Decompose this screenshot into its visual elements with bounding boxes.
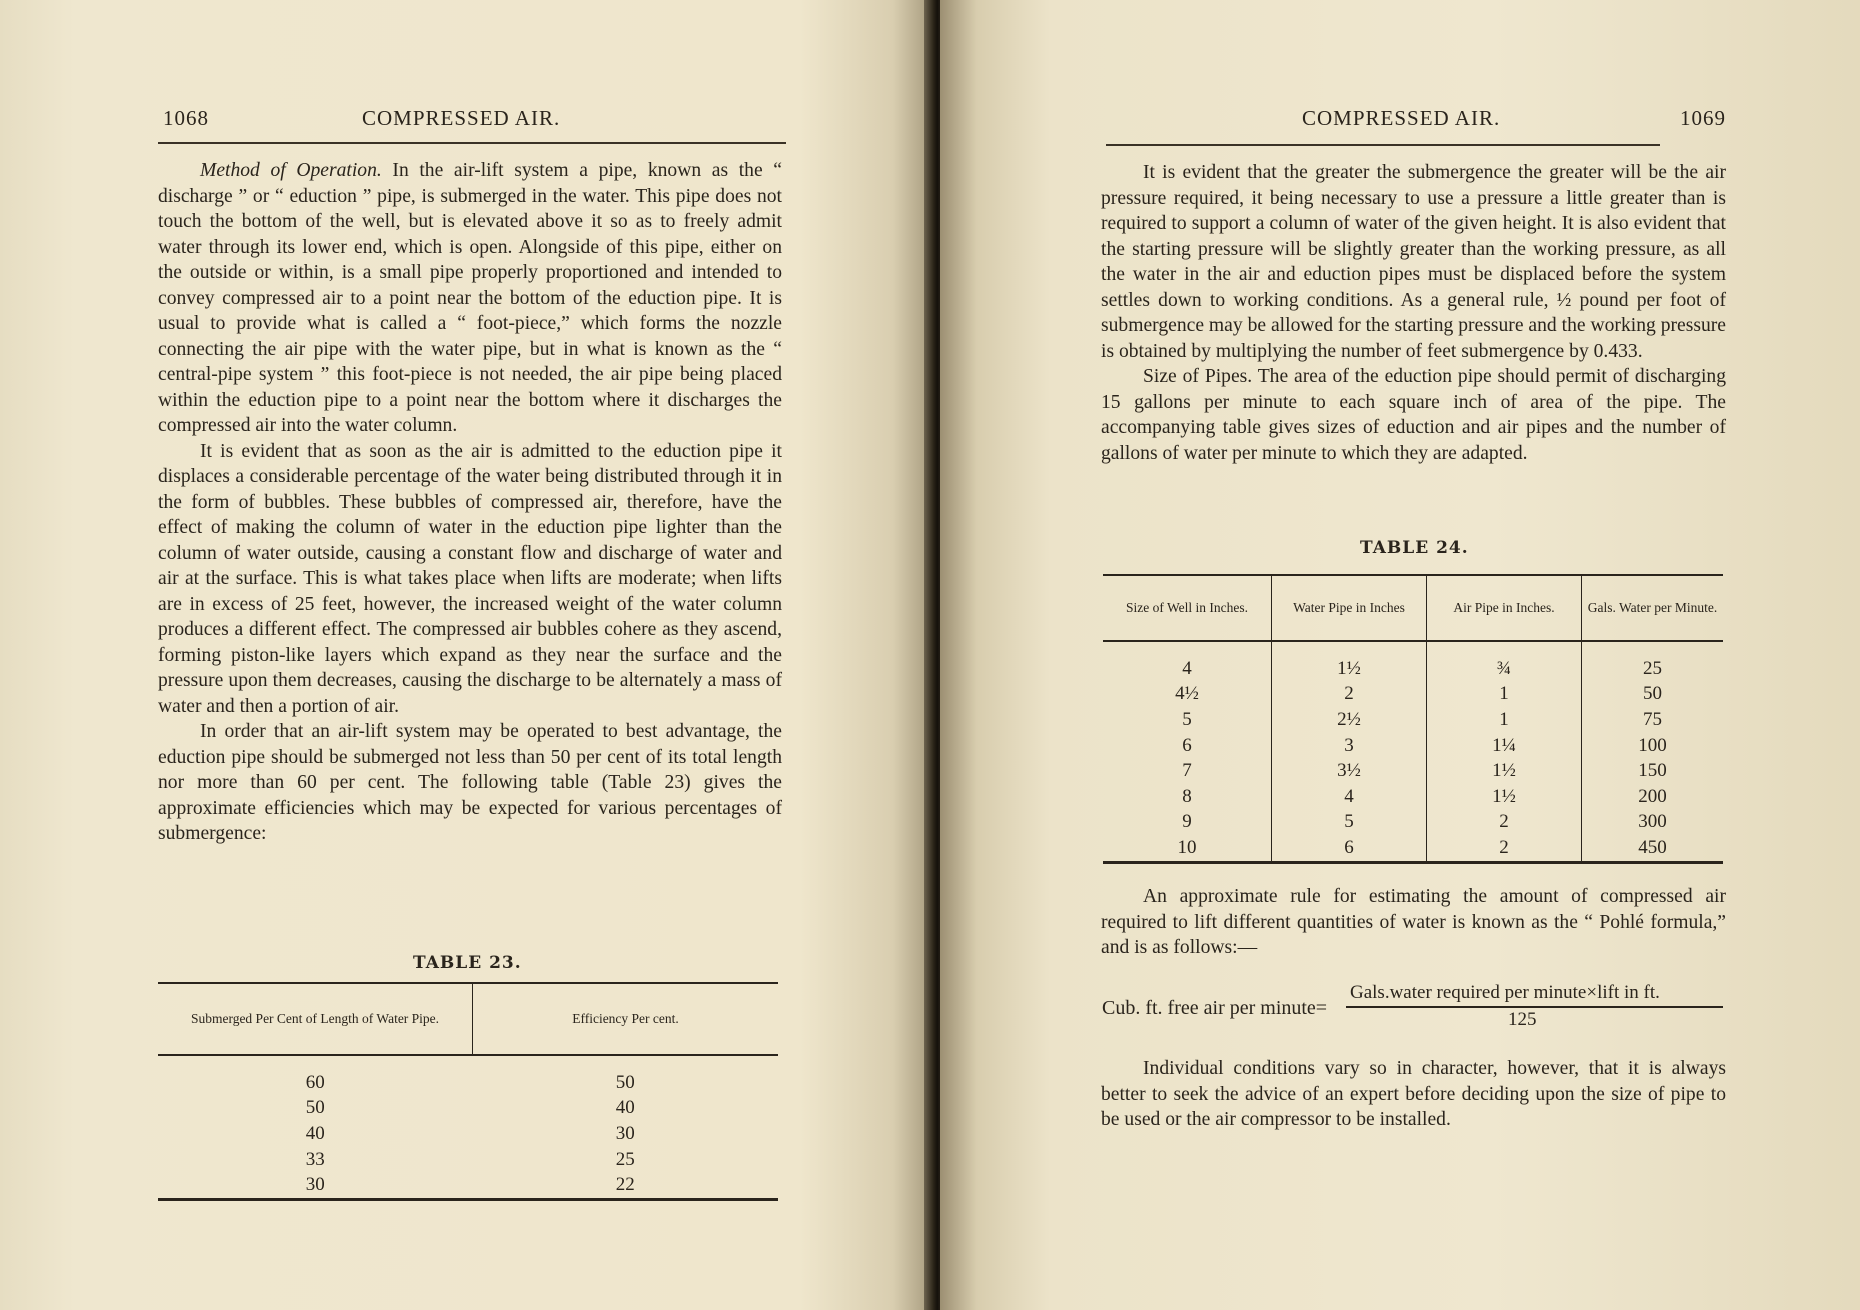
- left-body-text: [158, 158, 782, 847]
- right-body-text: [1101, 160, 1726, 466]
- table-row: [158, 1096, 778, 1122]
- table-cell: 2: [1272, 682, 1427, 708]
- table-cell: 40: [305, 1122, 325, 1144]
- table-row: [1103, 810, 1723, 836]
- table-cell: 33: [305, 1148, 325, 1170]
- table-cell: 7: [1103, 758, 1272, 784]
- table-cell: 5: [1103, 707, 1272, 733]
- table-row: [1103, 641, 1723, 682]
- table-cell: 3: [1272, 733, 1427, 759]
- formula-denominator: 125: [1508, 1009, 1537, 1030]
- table-24: [1103, 574, 1723, 864]
- table-cell: 30: [615, 1122, 635, 1144]
- paragraph-pohle-rule: [1101, 884, 1726, 961]
- table-cell: 8: [1103, 784, 1272, 810]
- running-head: COMPRESSED AIR.: [1302, 106, 1501, 130]
- table-cell: 60: [305, 1071, 325, 1093]
- table-cell: 1½: [1427, 758, 1582, 784]
- table-cell: 25: [1643, 657, 1662, 679]
- page-number: 1069: [1680, 106, 1726, 130]
- table-cell: 200: [1638, 785, 1667, 807]
- table-row: [158, 1172, 778, 1199]
- header-rule: [1106, 144, 1660, 146]
- table-cell: 9: [1103, 810, 1272, 836]
- table-row: [158, 1055, 778, 1096]
- table-23-title: TABLE 23.: [413, 953, 522, 973]
- table-cell: 100: [1638, 734, 1667, 756]
- paragraph-text: An approximate rule for estimating the amount of compressed air required to lift different quantities of water is known as the “ Pohlé formula,” and is as follows:—: [1101, 886, 1726, 958]
- table-cell: 25: [615, 1148, 635, 1170]
- table-row: [1103, 758, 1723, 784]
- table-cell: 50: [615, 1071, 635, 1093]
- table-cell: 450: [1638, 836, 1667, 858]
- paragraph-text: Individual conditions vary so in character, however, that it is always better to seek the advice of an expert before deciding upon the size of pipe to be used or the air compressor to be installed.: [1101, 1058, 1726, 1130]
- table-row: [1103, 835, 1723, 862]
- table-cell: 6: [1103, 733, 1272, 759]
- table-cell: 300: [1638, 811, 1667, 833]
- paragraph-size-of-pipes: Size of Pipes. The area of the eduction pipe should permit of discharging 15 gallons per minute to each square inch of area of the pipe. The accompanying table gives sizes of eduction and air pipes and the number of gallons of water per minute to which they are adapted.: [1101, 366, 1726, 464]
- table-24-title: TABLE 24.: [1360, 538, 1469, 558]
- table-cell: 2: [1427, 810, 1582, 836]
- table-cell: 50: [305, 1097, 325, 1119]
- page-number: 1068: [163, 106, 209, 130]
- table-cell: ¾: [1427, 641, 1582, 682]
- table-cell: 10: [1103, 835, 1272, 862]
- column-header: Gals. Water per Minute.: [1582, 575, 1724, 641]
- header-rule: [158, 142, 786, 144]
- table-cell: 50: [1643, 683, 1662, 705]
- table-cell: 75: [1643, 708, 1662, 730]
- table-cell: 1½: [1427, 784, 1582, 810]
- column-header: Water Pipe in Inches: [1272, 575, 1427, 641]
- table-header-row: [158, 983, 778, 1055]
- paragraph-submergence: In order that an air-lift system may be operated to best advantage, the eduction pipe should be submerged not less than 50 per cent of its total length nor more than 60 per cent. The following table (Table 23) gives the approximate efficiencies which may be expected for various percentages of submergence:: [158, 721, 782, 844]
- table-cell: 2½: [1272, 707, 1427, 733]
- paragraph-lead: Method of Operation.: [200, 160, 382, 181]
- paragraph-closing: [1101, 1056, 1726, 1133]
- column-header: Efficiency Per cent.: [473, 983, 779, 1055]
- table-cell: 1¼: [1427, 733, 1582, 759]
- formula-lhs: Cub. ft. free air per minute=: [1102, 997, 1328, 1019]
- table-header-row: [1103, 575, 1723, 641]
- table-cell: 40: [615, 1097, 635, 1119]
- running-head: COMPRESSED AIR.: [362, 106, 561, 130]
- table-23: [158, 982, 778, 1201]
- table-row: [158, 1147, 778, 1173]
- table-cell: 4: [1103, 641, 1272, 682]
- fraction-bar: [1346, 1006, 1723, 1008]
- pohle-formula: [1102, 982, 1728, 1032]
- table-cell: 4: [1272, 784, 1427, 810]
- table-cell: 1: [1427, 707, 1582, 733]
- column-header: Size of Well in Inches.: [1103, 575, 1272, 641]
- table-cell: 3½: [1272, 758, 1427, 784]
- table-cell: 1: [1427, 682, 1582, 708]
- column-header: Submerged Per Cent of Length of Water Pipe.: [158, 983, 473, 1055]
- table-cell: 22: [615, 1174, 635, 1196]
- table-cell: 5: [1272, 810, 1427, 836]
- table-row: [1103, 707, 1723, 733]
- table-row: [1103, 784, 1723, 810]
- paragraph-pressure: It is evident that the greater the submergence the greater will be the air pressure required, it being necessary to use a pressure a little greater than is required to support a column of water of the given height. It is also evident that the starting pressure will be slightly greater than the working pressure, as all the water in the air and eduction pipes must be displaced before the system settles down to working conditions. As a general rule, ½ pound per foot of submergence may be allowed for the starting pressure and the working pressure is obtained by multiplying the number of feet submergence by 0.433.: [1101, 162, 1726, 362]
- table-cell: 2: [1427, 835, 1582, 862]
- table-row: [1103, 733, 1723, 759]
- table-cell: 4½: [1103, 682, 1272, 708]
- column-header: Air Pipe in Inches.: [1427, 575, 1582, 641]
- formula-numerator: Gals.water required per minute×lift in ft.: [1350, 982, 1660, 1003]
- table-row: [158, 1121, 778, 1147]
- table-cell: 30: [305, 1174, 325, 1196]
- table-cell: 1½: [1272, 641, 1427, 682]
- paragraph-displacement: It is evident that as soon as the air is admitted to the eduction pipe it displaces a considerable percentage of the water being distributed through it in the form of bubbles. These bubbles of compressed air, therefore, have the effect of making the column of water in the eduction pipe lighter than the column of water outside, causing a constant flow and discharge of water and air at the surface. This is what takes place when lifts are moderate; when lifts are in excess of 25 feet, however, the increased weight of the water column produces a different effect. The compressed air bubbles cohere as they ascend, forming piston-like layers which expand as they near the surface and the pressure upon them decreases, causing the discharge to be alternately a mass of water and then a portion of air.: [158, 440, 782, 717]
- table-row: [1103, 682, 1723, 708]
- table-cell: 6: [1272, 835, 1427, 862]
- paragraph-method: [158, 158, 782, 439]
- table-cell: 150: [1638, 760, 1667, 782]
- paragraph-text: In the air-lift system a pipe, known as the “ discharge ” or “ eduction ” pipe, is submerged in the water. This pipe does not touch the bottom of the well, but is elevated above it so as to freely admit water through its lower end, which is open. Alongside of this pipe, either on the outside or within, is a small pipe properly proportioned and intended to convey compressed air to a point near the bottom of the eduction pipe. It is usual to provide what is called a “ foot-piece,” which forms the nozzle connecting the air pipe with the water pipe, but in what is known as the “ central-pipe system ” this foot-piece is not needed, the air pipe being placed within the eduction pipe to a point near the bottom where it discharges the compressed air into the water column.: [158, 160, 782, 436]
